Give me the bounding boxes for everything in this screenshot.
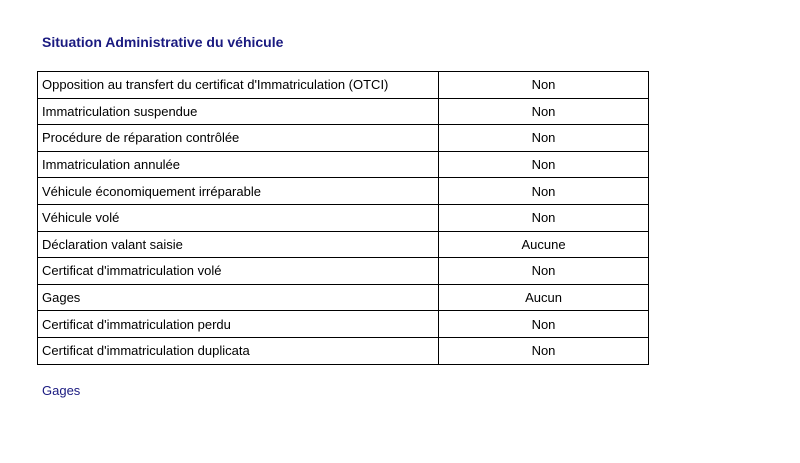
table-row — [38, 231, 649, 258]
row-label: Certificat d'immatriculation perdu — [38, 311, 439, 338]
table-row — [38, 258, 649, 285]
row-label: Procédure de réparation contrôlée — [38, 125, 439, 152]
row-label: Certificat d'immatriculation volé — [38, 258, 439, 285]
table-row — [38, 204, 649, 231]
administrative-status-table — [37, 71, 649, 365]
row-value: Non — [439, 258, 649, 285]
table-row — [38, 311, 649, 338]
row-value: Non — [439, 125, 649, 152]
row-label: Immatriculation annulée — [38, 151, 439, 178]
row-value: Non — [439, 204, 649, 231]
table-row — [38, 125, 649, 152]
row-value: Non — [439, 151, 649, 178]
row-label: Véhicule volé — [38, 204, 439, 231]
row-label: Immatriculation suspendue — [38, 98, 439, 125]
table-row — [38, 284, 649, 311]
table-row — [38, 337, 649, 364]
row-value: Aucune — [439, 231, 649, 258]
section-title: Situation Administrative du véhicule — [42, 34, 284, 50]
row-label: Certificat d'immatriculation duplicata — [38, 337, 439, 364]
row-value: Non — [439, 337, 649, 364]
row-label: Véhicule économiquement irréparable — [38, 178, 439, 205]
table-row — [38, 98, 649, 125]
table-row — [38, 151, 649, 178]
row-label: Gages — [38, 284, 439, 311]
row-label: Opposition au transfert du certificat d'Immatriculation (OTCI) — [38, 72, 439, 99]
row-value: Non — [439, 72, 649, 99]
table-row — [38, 72, 649, 99]
row-value: Non — [439, 178, 649, 205]
table-row — [38, 178, 649, 205]
row-value: Non — [439, 98, 649, 125]
row-value: Aucun — [439, 284, 649, 311]
row-label: Déclaration valant saisie — [38, 231, 439, 258]
row-value: Non — [439, 311, 649, 338]
gages-link[interactable]: Gages — [42, 383, 81, 398]
